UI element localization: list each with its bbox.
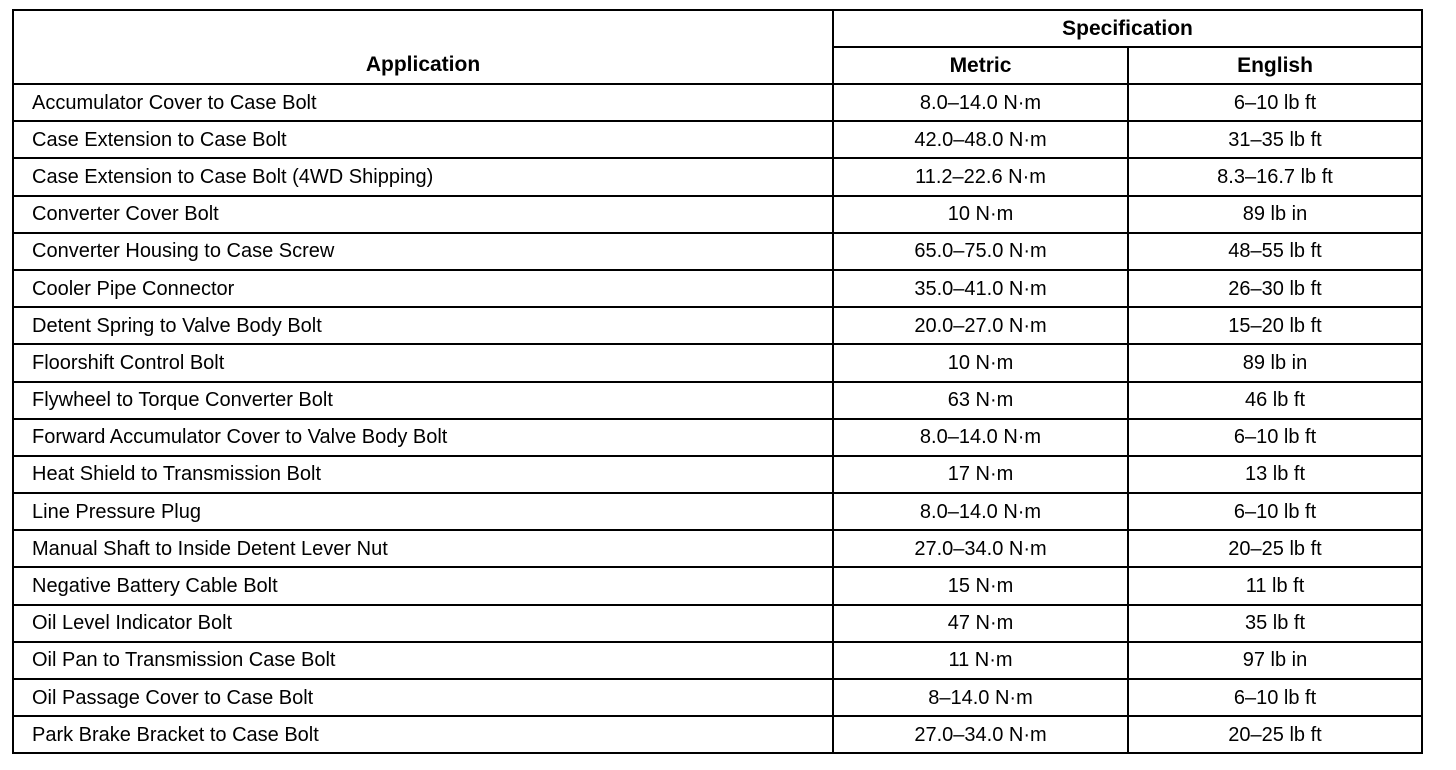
table-row (13, 567, 1422, 604)
english-cell: 89 lb in (1128, 196, 1422, 233)
application-cell: Line Pressure Plug (13, 493, 833, 530)
application-cell: Park Brake Bracket to Case Bolt (13, 716, 833, 753)
english-cell: 13 lb ft (1128, 456, 1422, 493)
application-cell: Oil Passage Cover to Case Bolt (13, 679, 833, 716)
table-row (13, 642, 1422, 679)
metric-cell: 8.0–14.0 N·m (833, 493, 1128, 530)
application-cell: Flywheel to Torque Converter Bolt (13, 382, 833, 419)
metric-cell: 27.0–34.0 N·m (833, 716, 1128, 753)
english-cell: 35 lb ft (1128, 605, 1422, 642)
table-row (13, 344, 1422, 381)
english-cell: 97 lb in (1128, 642, 1422, 679)
metric-cell: 15 N·m (833, 567, 1128, 604)
table-body (13, 84, 1422, 753)
table-row (13, 716, 1422, 753)
table-row (13, 456, 1422, 493)
table-row (13, 158, 1422, 195)
metric-cell: 8.0–14.0 N·m (833, 419, 1128, 456)
application-cell: Forward Accumulator Cover to Valve Body Bolt (13, 419, 833, 456)
metric-header: Metric (833, 47, 1128, 84)
metric-cell: 35.0–41.0 N·m (833, 270, 1128, 307)
application-cell: Converter Housing to Case Screw (13, 233, 833, 270)
application-cell: Floorshift Control Bolt (13, 344, 833, 381)
table-row (13, 121, 1422, 158)
metric-cell: 27.0–34.0 N·m (833, 530, 1128, 567)
metric-cell: 42.0–48.0 N·m (833, 121, 1128, 158)
application-cell: Heat Shield to Transmission Bolt (13, 456, 833, 493)
table-row (13, 196, 1422, 233)
fastener-spec-table (12, 9, 1423, 754)
metric-cell: 17 N·m (833, 456, 1128, 493)
english-cell: 20–25 lb ft (1128, 716, 1422, 753)
metric-cell: 8–14.0 N·m (833, 679, 1128, 716)
metric-cell: 11.2–22.6 N·m (833, 158, 1128, 195)
application-header: Application (13, 10, 833, 84)
metric-cell: 10 N·m (833, 196, 1128, 233)
header-row-top (13, 10, 1422, 47)
application-cell: Detent Spring to Valve Body Bolt (13, 307, 833, 344)
table-row (13, 419, 1422, 456)
application-cell: Oil Pan to Transmission Case Bolt (13, 642, 833, 679)
application-cell: Converter Cover Bolt (13, 196, 833, 233)
metric-cell: 47 N·m (833, 605, 1128, 642)
metric-cell: 65.0–75.0 N·m (833, 233, 1128, 270)
english-cell: 48–55 lb ft (1128, 233, 1422, 270)
metric-cell: 8.0–14.0 N·m (833, 84, 1128, 121)
english-cell: 11 lb ft (1128, 567, 1422, 604)
application-cell: Manual Shaft to Inside Detent Lever Nut (13, 530, 833, 567)
application-cell: Oil Level Indicator Bolt (13, 605, 833, 642)
metric-cell: 11 N·m (833, 642, 1128, 679)
english-cell: 6–10 lb ft (1128, 493, 1422, 530)
english-cell: 6–10 lb ft (1128, 84, 1422, 121)
metric-cell: 63 N·m (833, 382, 1128, 419)
specification-header: Specification (833, 10, 1422, 47)
table-header (13, 10, 1422, 84)
english-cell: 8.3–16.7 lb ft (1128, 158, 1422, 195)
english-header: English (1128, 47, 1422, 84)
table-row (13, 84, 1422, 121)
table-row (13, 307, 1422, 344)
english-cell: 31–35 lb ft (1128, 121, 1422, 158)
english-cell: 26–30 lb ft (1128, 270, 1422, 307)
application-cell: Case Extension to Case Bolt (4WD Shipping) (13, 158, 833, 195)
application-cell: Negative Battery Cable Bolt (13, 567, 833, 604)
application-cell: Accumulator Cover to Case Bolt (13, 84, 833, 121)
english-cell: 15–20 lb ft (1128, 307, 1422, 344)
application-cell: Case Extension to Case Bolt (13, 121, 833, 158)
application-cell: Cooler Pipe Connector (13, 270, 833, 307)
table-row (13, 530, 1422, 567)
table-row (13, 605, 1422, 642)
table-row (13, 270, 1422, 307)
metric-cell: 20.0–27.0 N·m (833, 307, 1128, 344)
table-row (13, 382, 1422, 419)
table-row (13, 679, 1422, 716)
english-cell: 89 lb in (1128, 344, 1422, 381)
english-cell: 46 lb ft (1128, 382, 1422, 419)
metric-cell: 10 N·m (833, 344, 1128, 381)
table-row (13, 493, 1422, 530)
english-cell: 20–25 lb ft (1128, 530, 1422, 567)
english-cell: 6–10 lb ft (1128, 679, 1422, 716)
english-cell: 6–10 lb ft (1128, 419, 1422, 456)
table-row (13, 233, 1422, 270)
